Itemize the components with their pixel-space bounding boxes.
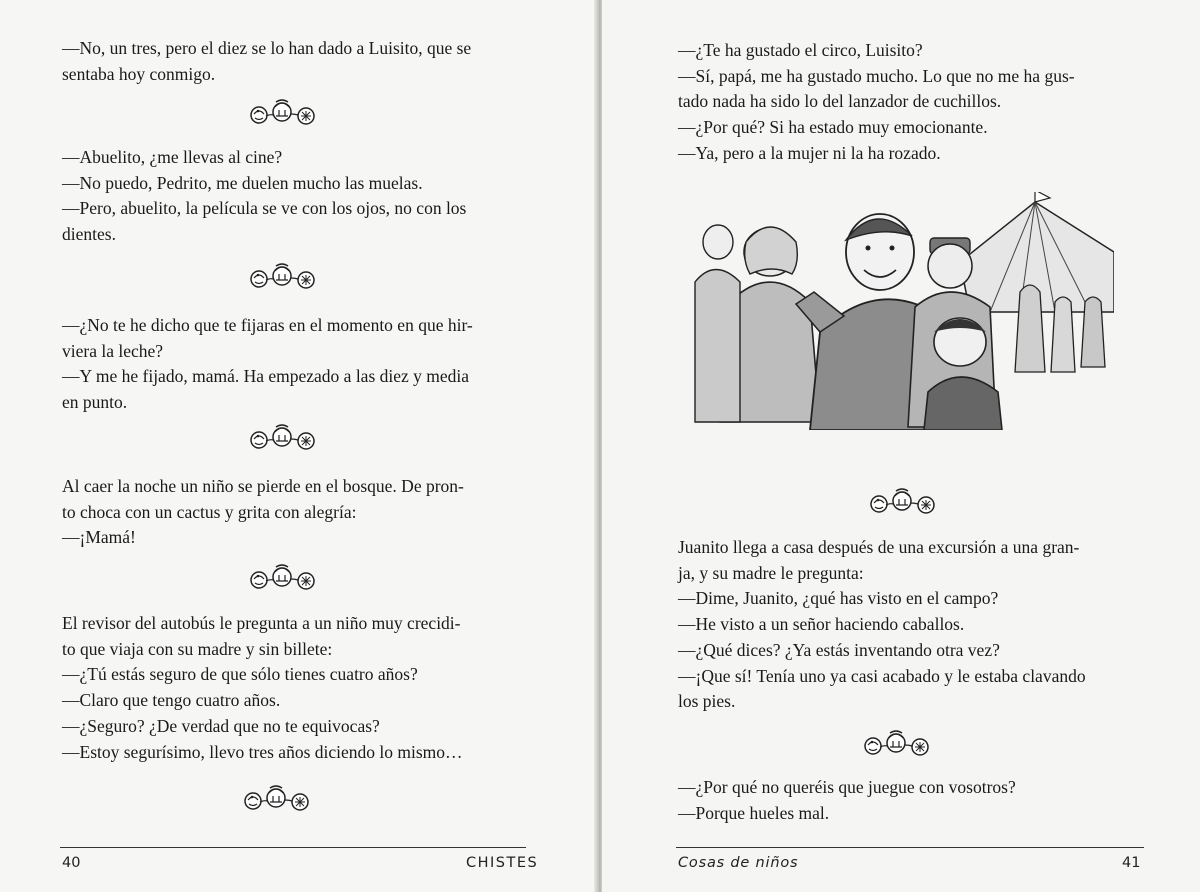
right-joke-1 — [678, 38, 1144, 167]
left-joke-4 — [62, 474, 530, 551]
text-line: Juanito llega a casa después de una excursión a una gran- — [678, 537, 1080, 557]
text-line: —¿Qué dices? ¿Ya estás inventando otra vez? — [678, 639, 1000, 660]
text-line: en punto. — [62, 392, 128, 413]
circus-crowd-illustration — [690, 192, 1114, 430]
left-joke-3 — [62, 313, 530, 416]
text-line: —¡Que sí! Tenía uno ya casi acabado y le estaba clavando — [678, 665, 1086, 686]
text-line: viera la leche? — [62, 340, 164, 361]
footer-rule-right — [676, 847, 1144, 848]
separator-ornament-icon — [246, 98, 318, 128]
separator-ornament-icon — [860, 729, 932, 759]
text-line: —Y me he fijado, mamá. Ha empezado a las diez y media — [62, 366, 470, 387]
left-joke-5 — [62, 611, 530, 765]
footer-rule-left — [60, 847, 526, 848]
text-line: —Estoy segurísimo, llevo tres años diciendo lo mismo… — [62, 741, 463, 762]
text-line: los pies. — [678, 691, 736, 712]
right-joke-3 — [678, 775, 1144, 826]
text-line: to que viaja con su madre y sin billete: — [62, 638, 333, 659]
text-line: —Porque hueles mal. — [678, 802, 830, 823]
text-line: —No, un tres, pero el diez se lo han dado a Luisito, que se — [62, 38, 472, 58]
right-joke-2 — [678, 535, 1144, 715]
text-line: —Dime, Juanito, ¿qué has visto en el campo? — [678, 588, 999, 609]
text-line: —¡Mamá! — [62, 527, 136, 548]
separator-ornament-icon — [246, 563, 318, 593]
text-line: to choca con un cactus y grita con alegría: — [62, 501, 357, 522]
text-line: —Ya, pero a la mujer ni la ha rozado. — [678, 142, 941, 163]
text-line: —Pero, abuelito, la película se ve con los ojos, no con los — [62, 198, 467, 219]
separator-ornament-icon — [240, 784, 312, 814]
page-number-left: 40 — [62, 855, 81, 871]
text-line: —No puedo, Pedrito, me duelen mucho las muelas. — [62, 172, 423, 193]
text-line: —¿Te ha gustado el circo, Luisito? — [678, 40, 923, 60]
text-line: —¿Por qué no queréis que juegue con vosotros? — [678, 777, 1016, 797]
text-line: —¿Por qué? Si ha estado muy emocionante. — [678, 117, 988, 138]
text-line: —¿Tú estás seguro de que sólo tienes cuatro años? — [62, 664, 418, 685]
separator-ornament-icon — [246, 262, 318, 292]
text-line: —Abuelito, ¿me llevas al cine? — [62, 147, 283, 167]
text-line: —¿Seguro? ¿De verdad que no te equivocas? — [62, 715, 380, 736]
running-head-left: CHISTES — [466, 855, 539, 871]
separator-ornament-icon — [246, 423, 318, 453]
text-line: dientes. — [62, 224, 116, 245]
separator-ornament-icon — [866, 487, 938, 517]
text-line: Al caer la noche un niño se pierde en el bosque. De pron- — [62, 476, 464, 496]
text-line: tado nada ha sido lo del lanzador de cuchillos. — [678, 91, 1002, 112]
page-number-right: 41 — [1122, 855, 1141, 871]
running-head-right: Cosas de niños — [678, 855, 799, 871]
left-joke-1 — [62, 36, 530, 87]
text-line: —¿No te he dicho que te fijaras en el momento en que hir- — [62, 315, 473, 335]
text-line: sentaba hoy conmigo. — [62, 63, 216, 84]
text-line: —Claro que tengo cuatro años. — [62, 690, 281, 711]
text-line: —He visto a un señor haciendo caballos. — [678, 614, 965, 635]
left-joke-2 — [62, 145, 530, 248]
text-line: El revisor del autobús le pregunta a un niño muy crecidi- — [62, 613, 461, 633]
text-line: ja, y su madre le pregunta: — [678, 562, 864, 583]
text-line: —Sí, papá, me ha gustado mucho. Lo que no me ha gus- — [678, 65, 1075, 86]
